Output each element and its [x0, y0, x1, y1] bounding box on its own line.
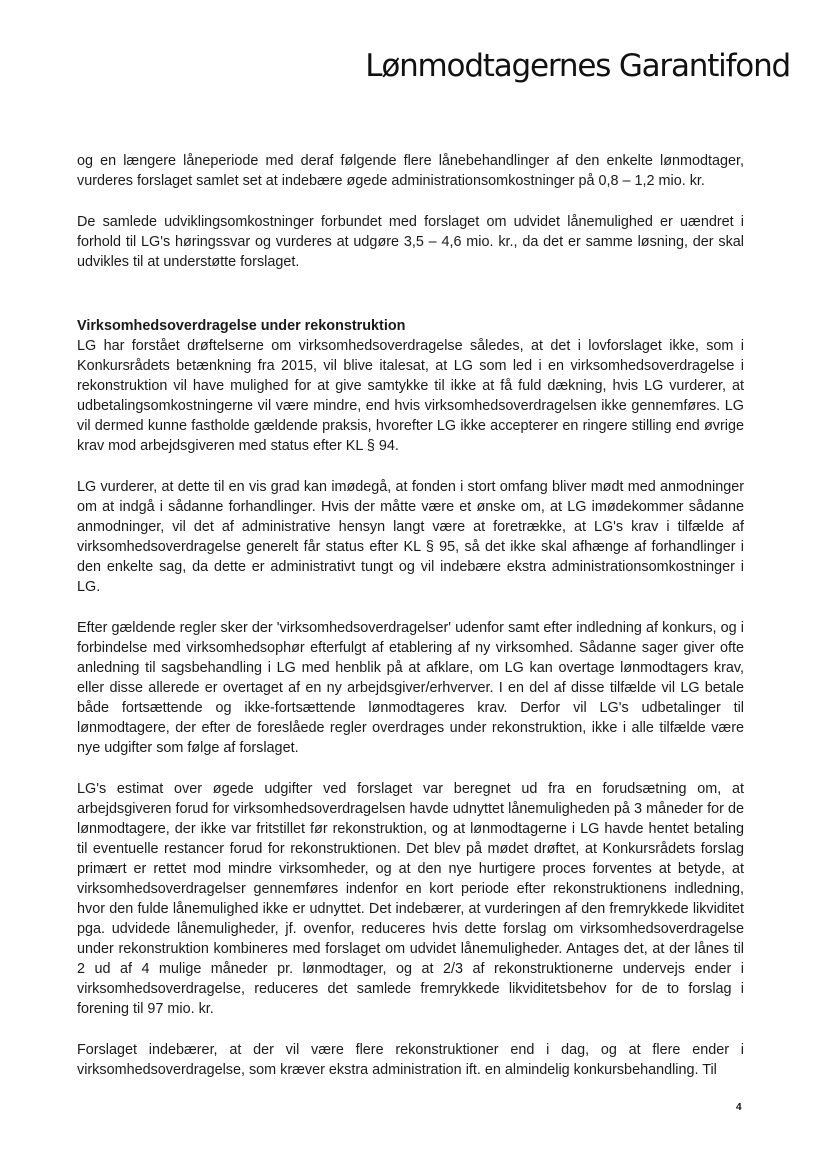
- section-heading: Virksomhedsoverdragelse under rekonstruktion: [77, 318, 406, 334]
- document-body: [77, 151, 744, 1101]
- body-paragraph: LG vurderer, at dette til en vis grad kan imødegå, at fonden i stort omfang bliver mødt med anmodninger om at indgå i sådanne forhandlinger. Hvis der måtte være et ønske om, at LG imødekommer sådanne anmodninger, vil det af administrative hensyn langt være at foretrække, at LG's krav i tilfælde af virksomhedsoverdragelse generelt får status efter KL § 95, så det ikke skal afhænge af forhandlinger i den enkelte sag, da dette er administrativt tungt og vil indebære ekstra administrationsomkostninger i LG.: [77, 479, 744, 595]
- organization-logo: Lønmodtagernes Garantifond: [365, 48, 790, 84]
- body-paragraph: Forslaget indebærer, at der vil være flere rekonstruktioner end i dag, og at flere ender i virksomhedsoverdragelse, som kræver ekstra administration ift. en almindelig konkursbehandling. Til: [77, 1042, 744, 1078]
- page-number: 4: [736, 1102, 742, 1113]
- body-paragraph: Efter gældende regler sker der 'virksomhedsoverdragelser' udenfor samt efter indledning af konkurs, og i forbindelse med virksomhedsophør efterfulgt af etablering af ny virksomhed. Sådanne sager giver ofte anledning til sagsbehandling i LG med henblik på at afklare, om LG kan overtage lønmodtagers krav, eller disse allerede er overtaget af en ny arbejdsgiver/erhverver. I en del af disse tilfælde vil LG betale både fortsættende og ikke-fortsættende lønmodtageres krav. Derfor vil LG's udbetalinger til lønmodtagere, der efter de foreslåede regler overdrages under rekonstruktion, ikke i alle tilfælde være nye udgifter som følge af forslaget.: [77, 620, 744, 756]
- body-paragraph: LG's estimat over øgede udgifter ved forslaget var beregnet ud fra en forudsætning om, at arbejdsgiveren forud for virksomhedsoverdragelsen havde udnyttet lånemuligheden på 3 måneder for de lønmodtagere, der ikke var fritstillet før rekonstruktion, og at lønmodtagerne i LG havde hentet betaling til eventuelle restancer forud for rekonstruktionen. Det blev på mødet drøftet, at Konkursrådets forslag primært er rettet mod mindre virksomheder, og at den nye hurtigere proces forventes at betyde, at virksomhedsoverdragelser gennemføres indenfor en kort periode efter rekonstruktionens indledning, hvor den fulde lånemulighed ikke er udnyttet. Det indebærer, at vurderingen af den fremrykkede likviditet pga. udvidede lånemuligheder, jf. ovenfor, reduceres hvis dette forslag om virksomhedsoverdragelse under rekonstruktion kombineres med forslaget om udvidet lånemuligheder. Antages det, at der lånes til 2 ud af 4 mulige måneder pr. lønmodtager, og at 2/3 af rekonstruktionerne undervejs ender i virksomhedsoverdragelse, reduceres det samlede fremrykkede likviditetsbehov for de to forslag i forening til 97 mio. kr.: [77, 781, 744, 1017]
- body-paragraph: og en længere låneperiode med deraf følgende flere lånebehandlinger af den enkelte lønmodtager, vurderes forslaget samlet set at indebære øgede administrationsomkostninger på 0,8 – 1,2 mio. kr.: [77, 153, 744, 189]
- body-paragraph: De samlede udviklingsomkostninger forbundet med forslaget om udvidet lånemulighed er uændret i forhold til LG's høringssvar og vurderes at udgøre 3,5 – 4,6 mio. kr., da det er samme løsning, der skal udvikles til at understøtte forslaget.: [77, 214, 744, 270]
- body-paragraph: LG har forstået drøftelserne om virksomhedsoverdragelse således, at det i lovforslaget ikke, som i Konkursrådets betænkning fra 2015, vil blive italesat, at LG som led i en virksomhedsoverdragelse i rekonstruktion vil have mulighed for at give samtykke til ikke at få fuld dækning, hvis LG vurderer, at udbetalingsomkostningerne vil være mindre, end hvis virksomhedsoverdragelsen ikke gennemføres. LG vil dermed kunne fastholde gældende praksis, hvorefter LG ikke accepterer en ringere stilling end øvrige krav mod arbejdsgiveren med status efter KL § 94.: [77, 338, 744, 454]
